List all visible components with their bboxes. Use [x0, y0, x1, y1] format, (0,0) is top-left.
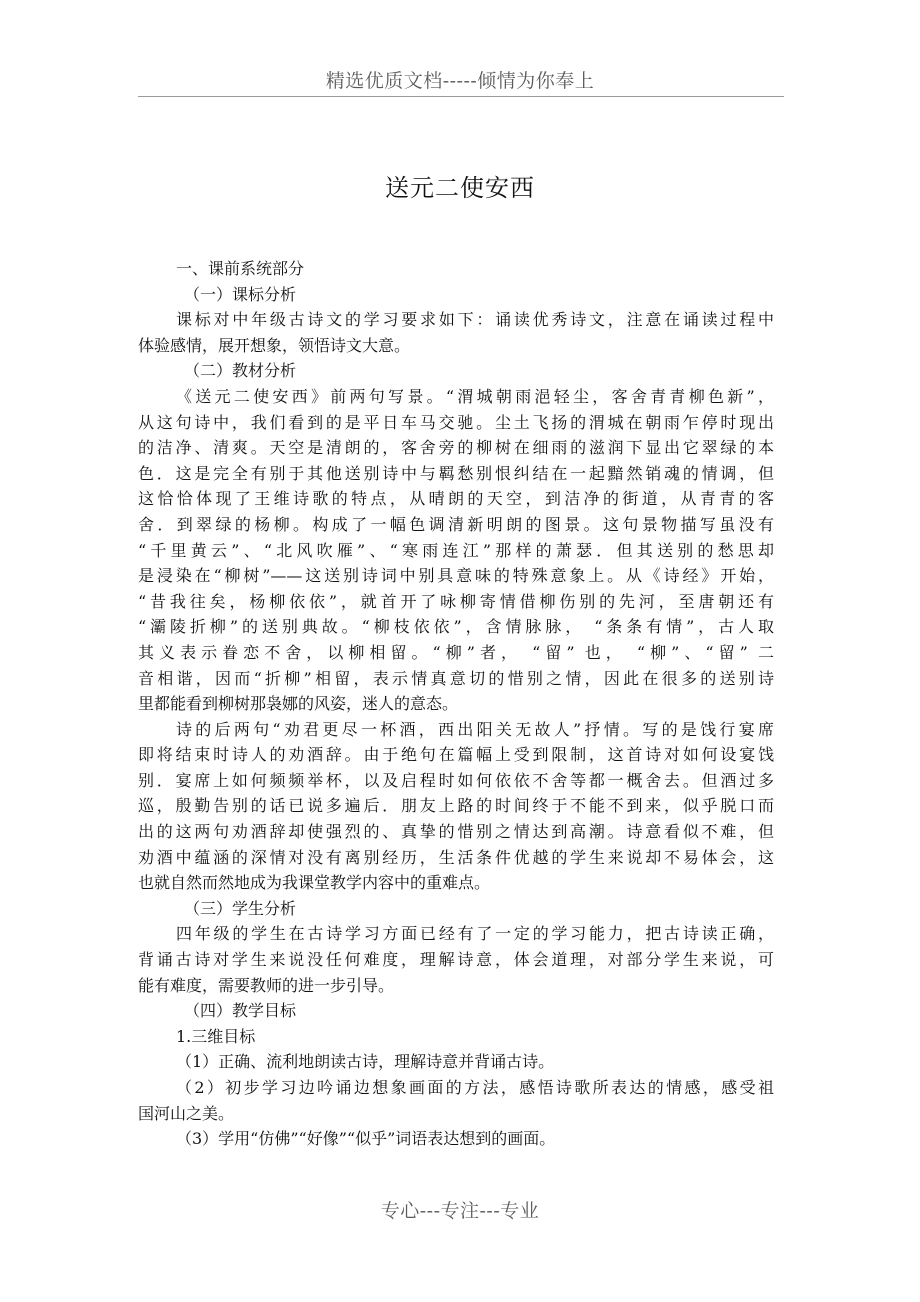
page-footer: 专心---专注---专业	[380, 1200, 540, 1222]
document-body	[138, 256, 774, 1152]
paragraph-line: 课标对中年级古诗文的学习要求如下：诵读优秀诗文，注意在诵读过程中	[176, 310, 774, 330]
paragraph-line: 从这句诗中，我们看到的是平日车马交驰。尘土飞扬的渭城在朝雨乍停时现出	[138, 412, 774, 432]
paragraph-line: 劝酒中蕴涵的深情对没有离别经历，生活条件优越的学生来说却不易体会，这	[138, 847, 774, 867]
section-heading-textbook: （二）教材分析	[184, 361, 297, 381]
paragraph-line: 的洁净、清爽。天空是清朗的，客舍旁的柳树在细雨的滋润下显出它翠绿的本	[138, 438, 774, 458]
goal-item-2: （2）初步学习边吟诵边想象画面的方法，感悟诗歌所表达的情感，感受祖	[176, 1078, 774, 1097]
paragraph-line: 这恰恰体现了王维诗歌的特点，从晴朗的天空，到洁净的街道，从青青的客	[138, 489, 774, 509]
goal-item-2-continued: 国河山之美。	[138, 1103, 235, 1123]
paragraph-line: 其义表示眷恋不舍，以柳相留。“柳”者， “留” 也， “柳”、“留” 二	[138, 642, 774, 662]
paragraph-line: 色．这是完全有别于其他送别诗中与羁愁别恨纠结在一起黯然销魂的情调，但	[138, 463, 774, 483]
document-title: 送元二使安西	[385, 174, 535, 202]
paragraph-line: 出的这两句劝酒辞却使强烈的、真挚的惜别之情达到高潮。诗意看似不难，但	[138, 822, 774, 842]
paragraph-line: “千里黄云”、“北风吹雁”、“寒雨连江”那样的萧瑟．但其送别的愁思却	[138, 540, 774, 560]
paragraph-line: 也就自然而然地成为我课堂教学内容中的重难点。	[138, 873, 491, 893]
paragraph-line: 体验感情，展开想象，领悟诗文大意。	[138, 335, 411, 355]
paragraph-line: 《送元二使安西》前两句写景。“渭城朝雨浥轻尘，客舍青青柳色新”，	[176, 386, 774, 406]
paragraph-line: 背诵古诗对学生来说没任何难度，理解诗意，体会道理，对部分学生来说，可	[138, 950, 774, 970]
section-heading-goals: （四）教学目标	[184, 1001, 297, 1021]
page-header: 精选优质文档-----倾情为你奉上	[325, 70, 595, 92]
paragraph-line: 别．宴席上如何频频举杯，以及启程时如何依依不舍等都一概舍去。但酒过多	[138, 770, 774, 790]
section-heading-curriculum: （一）课标分析	[184, 284, 297, 304]
section-heading-part1: 一、课前系统部分	[176, 259, 305, 278]
goal-item-1: （1）正确、流利地朗读古诗，理解诗意并背诵古诗。	[176, 1052, 555, 1072]
header-divider	[138, 96, 784, 97]
paragraph-line: 音相谐，因而“折柳”相留，表示情真意切的惜别之情，因此在很多的送别诗	[138, 668, 774, 688]
paragraph-line: 里都能看到柳树那袅娜的风姿，迷人的意态。	[138, 694, 459, 714]
paragraph-line: 即将结束时诗人的劝酒辞。由于绝句在篇幅上受到限制，这首诗对如何设宴饯	[138, 745, 774, 765]
paragraph-line: 巡，殷勤告别的话已说多遍后．朋友上路的时间终于不能不到来，似乎脱口而	[138, 796, 774, 816]
paragraph-line: 是浸染在“柳树”——这送别诗词中别具意味的特殊意象上。从《诗经》开始，	[138, 566, 774, 586]
section-heading-students: （三）学生分析	[184, 898, 297, 918]
goal-item-3: （3）学用“仿佛”“好像”“似乎”词语表达想到的画面。	[176, 1129, 556, 1149]
paragraph-line: “灞陵折柳”的送别典故。“柳枝依依”，含情脉脉， “条条有情”，古人取	[138, 617, 774, 637]
paragraph-line: 舍．到翠绿的杨柳。构成了一幅色调清新明朗的图景。这句景物描写虽没有	[138, 514, 774, 534]
subsection-heading-3d-goals: 1.三维目标	[176, 1026, 256, 1046]
paragraph-line: 能有难度，需要教师的进一步引导。	[138, 975, 395, 995]
paragraph-line: “昔我往矣，杨柳依依”，就首开了咏柳寄情借柳伤别的先河，至唐朝还有	[138, 591, 774, 611]
paragraph-line: 诗的后两句“劝君更尽一杯酒，西出阳关无故人”抒情。写的是饯行宴席	[176, 719, 774, 739]
paragraph-line: 四年级的学生在古诗学习方面已经有了一定的学习能力，把古诗读正确，	[176, 924, 774, 944]
